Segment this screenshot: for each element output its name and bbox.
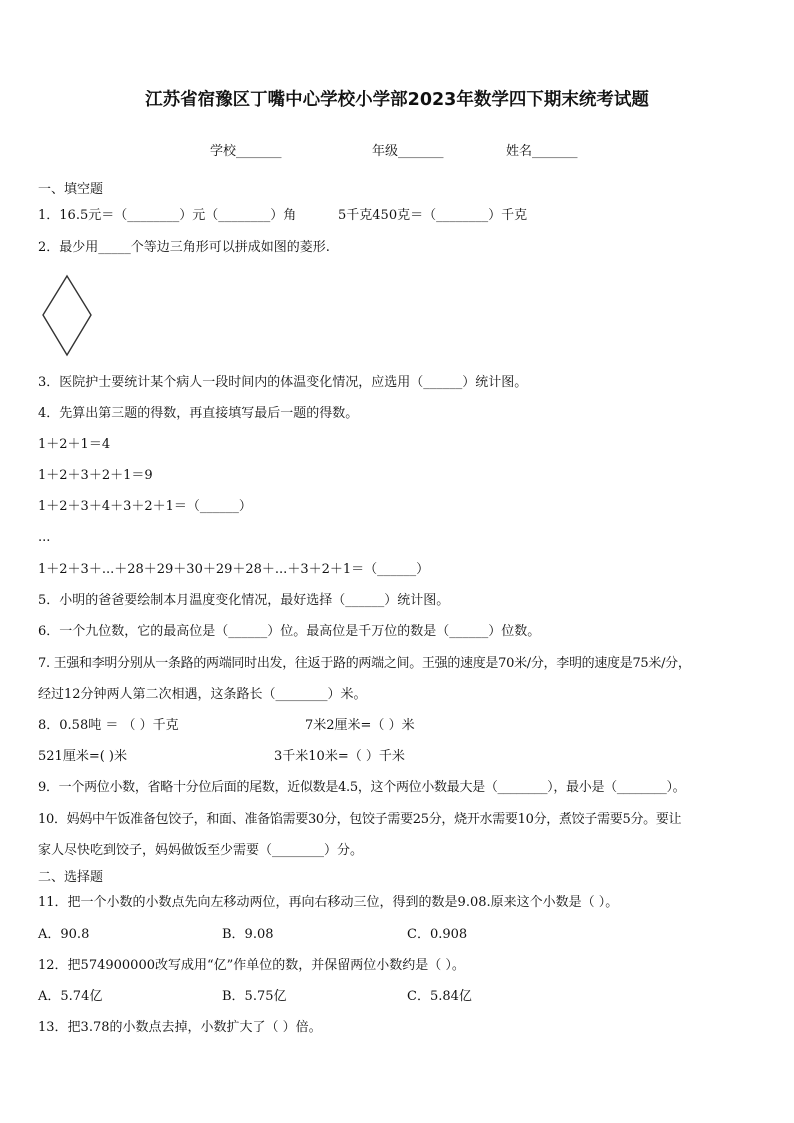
question-2: 2．最少用_____个等边三角形可以拼成如图的菱形. <box>38 240 330 255</box>
question-12-stem: 12．把574900000改写成用“亿”作单位的数，并保留两位小数约是（ ）。 <box>38 958 465 973</box>
question-12-option-b: B．5.75亿 <box>222 989 287 1004</box>
question-12-option-a: A．5.74亿 <box>38 989 103 1004</box>
question-4-ellipsis: ... <box>38 530 51 545</box>
question-8a: 8．0.58吨 ＝ （ ）千克 <box>38 718 179 733</box>
question-4-line3: 1＋2＋3＋4＋3＋2＋1＝（______） <box>38 499 252 514</box>
question-11-option-c: C．0.908 <box>407 927 468 942</box>
question-8b: 7米2厘米=（ ）米 <box>305 718 415 733</box>
section-choice-heading: 二、选择题 <box>38 870 104 885</box>
page-title: 江苏省宿豫区丁嘴中心学校小学部2023年数学四下期末统考试题 <box>145 90 649 110</box>
question-11-stem: 11．把一个小数的小数点先向左移动两位，再向右移动三位，得到的数是9.08.原来这个小数是（ ）。 <box>38 895 619 910</box>
question-7-line2: 经过12分钟两人第二次相遇，这条路长（________）米。 <box>38 687 367 702</box>
question-7-line1: 7. 王强和李明分别从一条路的两端同时出发，往返于路的两端之间。王强的速度是70米/分，李明的速度是75米/分， <box>38 656 691 671</box>
name-field: 姓名_______ <box>506 144 578 159</box>
question-10-line1: 10．妈妈中午饭准备包饺子，和面、准备馅需要30分，包饺子需要25分，烧开水需要10分，煮饺子需要5分。要让 <box>38 812 682 827</box>
question-9: 9．一个两位小数，省略十分位后面的尾数，近似数是4.5，这个两位小数最大是（________），最小是（________）。 <box>38 780 686 795</box>
question-6: 6．一个九位数，它的最高位是（______）位。最高位是千万位的数是（______）位数。 <box>38 624 541 639</box>
question-12-option-c: C．5.84亿 <box>407 989 472 1004</box>
question-4-line5: 1＋2＋3＋...＋28＋29＋30＋29＋28＋...＋3＋2＋1＝（______） <box>38 562 430 577</box>
rhombus-figure <box>40 274 94 358</box>
section-fill-heading: 一、填空题 <box>38 182 104 197</box>
question-4-stem: 4．先算出第三题的得数，再直接填写最后一题的得数。 <box>38 406 359 421</box>
question-11-option-b: B．9.08 <box>222 927 274 942</box>
school-field: 学校_______ <box>210 144 282 159</box>
question-1b: 5千克450克＝（________）千克 <box>338 208 528 223</box>
question-4-line2: 1＋2＋3＋2＋1＝9 <box>38 468 153 483</box>
question-5: 5．小明的爸爸要绘制本月温度变化情况，最好选择（______）统计图。 <box>38 593 450 608</box>
question-13: 13．把3.78的小数点去掉，小数扩大了（ ）倍。 <box>38 1020 322 1035</box>
question-8c: 521厘米=( )米 <box>38 749 127 764</box>
question-10-line2: 家人尽快吃到饺子，妈妈做饭至少需要（________）分。 <box>38 843 364 858</box>
question-8d: 3千米10米=（ ）千米 <box>274 749 405 764</box>
question-11-option-a: A．90.8 <box>38 927 90 942</box>
question-1a: 1．16.5元＝（________）元（________）角 <box>38 208 297 223</box>
grade-field: 年级_______ <box>372 144 444 159</box>
question-3: 3．医院护士要统计某个病人一段时间内的体温变化情况，应选用（______）统计图。 <box>38 375 528 390</box>
question-4-line1: 1＋2＋1＝4 <box>38 437 111 452</box>
